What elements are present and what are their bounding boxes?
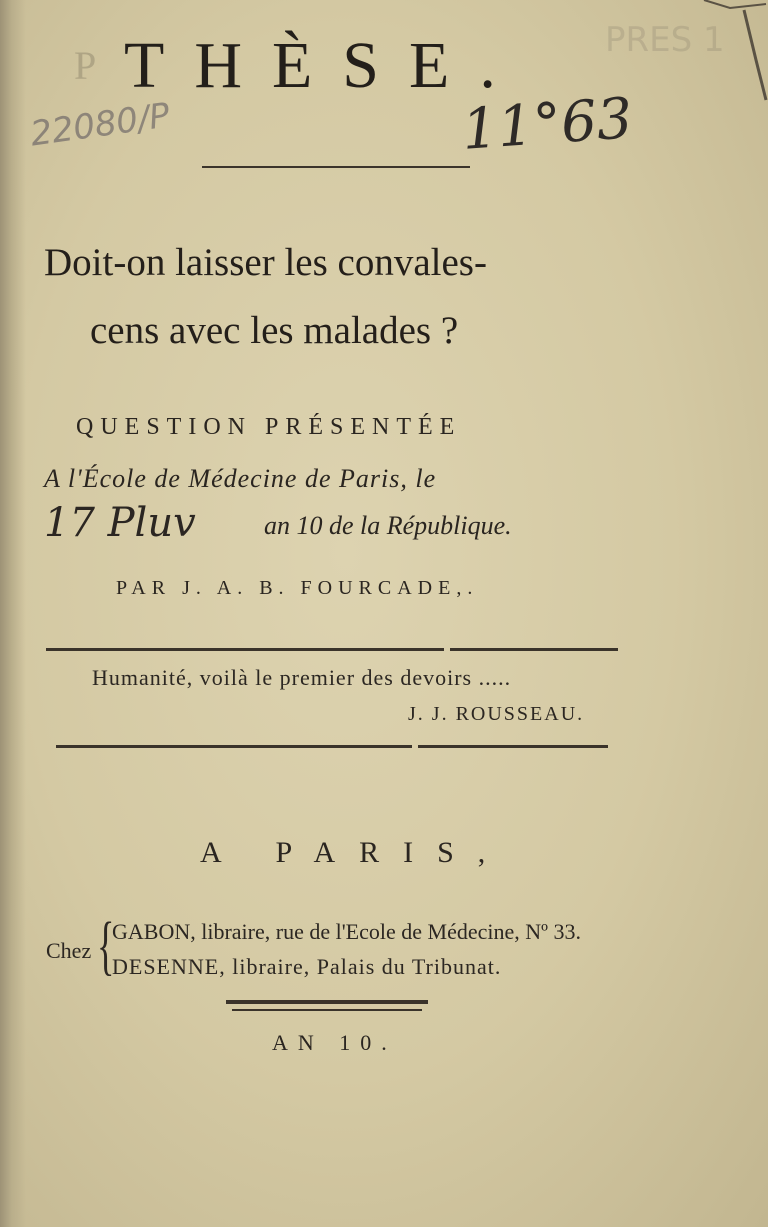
publisher-gabon: GABON, libraire, rue de l'Ecole de Médecine, Nº 33. xyxy=(112,919,581,944)
publisher-desenne: DESENNE, libraire, Palais du Tribunat. xyxy=(112,954,502,979)
epigraph-attribution: J. J. ROUSSEAU. xyxy=(408,703,585,725)
upper-rule-left xyxy=(46,648,444,651)
lower-rule-right xyxy=(418,745,608,748)
epigraph-quote: Humanité, voilà le premier des devoirs ..... xyxy=(92,665,512,690)
school-line: A l'École de Médecine de Paris, le xyxy=(44,464,437,493)
upper-rule-right xyxy=(450,648,618,651)
imprint-city: A PARIS, xyxy=(200,836,510,869)
main-title-line-2: cens avec les malades ? xyxy=(90,309,459,352)
author-line: PAR J. A. B. FOURCADE,. xyxy=(116,577,479,599)
lower-rule-left xyxy=(56,745,412,748)
short-rule xyxy=(202,166,470,168)
these-title: THÈSE. xyxy=(124,29,526,102)
publisher-brace: { xyxy=(97,909,115,982)
faint-stamp: PRES 1 xyxy=(605,20,725,60)
double-rule xyxy=(226,1000,428,1014)
question-heading: QUESTION PRÉSENTÉE xyxy=(76,414,462,440)
handwritten-number: 11°63 xyxy=(459,86,635,163)
pencil-shelfmark: 22080/P xyxy=(27,95,173,155)
printed-date: an 10 de la République. xyxy=(264,511,512,540)
imprint-year: AN 10. xyxy=(272,1030,397,1055)
page-edge-shadow xyxy=(0,0,26,1227)
imprint-chez: Chez xyxy=(46,938,92,963)
main-title-line-1: Doit-on laisser les convales- xyxy=(44,241,487,284)
handwritten-date: 17 Pluv xyxy=(44,500,196,546)
faint-letter: P xyxy=(74,43,97,88)
